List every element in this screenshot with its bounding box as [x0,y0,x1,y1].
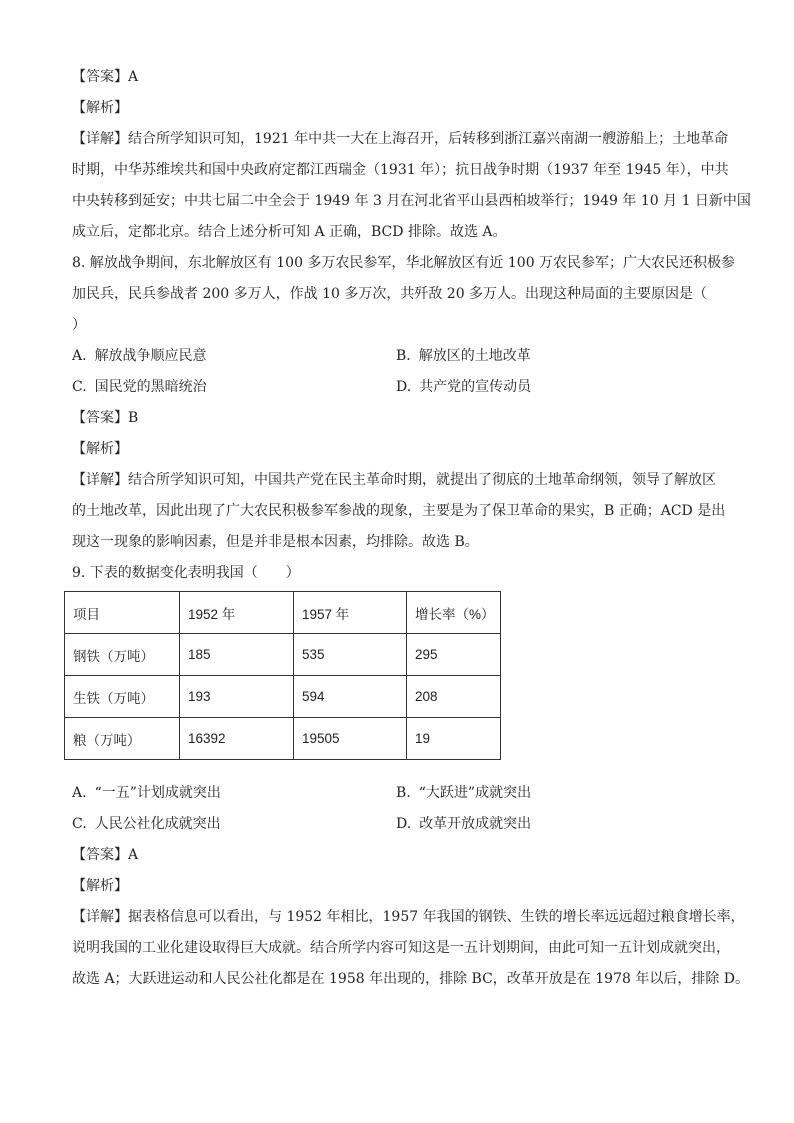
table-row [65,676,501,718]
table-cell: 295 [407,634,501,676]
option-text: 人民公社化成就突出 [94,816,221,832]
option-label: D. [396,379,412,395]
detail-tag: 【详解】 [72,131,128,147]
q9-stem: 9. 下表的数据变化表明我国（ ） [72,565,300,581]
prev-detail-line-1 [72,124,729,155]
q8-stem-line-2: 加民兵，民兵参战者 200 多万人，作战 10 多万次，共歼敌 20 多万人。出现这种局面的主要原因是（ [72,286,708,302]
document-page [72,62,751,995]
detail-tag: 【详解】 [72,909,128,925]
q8-stem-line-3: ） [72,317,86,333]
table-cell: 535 [294,634,407,676]
q8-option-c [72,372,396,403]
q9-options-row-2 [72,809,722,840]
q8-option-b [396,341,720,372]
q8-detail-line-1 [72,465,722,496]
option-text: “一五”计划成就突出 [94,785,221,801]
table-header-cell: 1957 年 [294,592,407,634]
option-text: 解放战争顺应民意 [94,348,207,364]
q9-answer-line [72,840,722,871]
answer-value: A [128,69,139,85]
option-label: B. [396,348,411,364]
answer-value: A [128,847,139,863]
table-cell: 19 [407,718,501,760]
prev-answer-line [72,62,722,93]
answer-tag: 【答案】 [72,847,128,863]
table-row [65,718,501,760]
answer-value: B [128,410,139,426]
option-text: 解放区的土地改革 [418,348,531,364]
table-cell: 193 [180,676,294,718]
detail-text: 结合所学知识可知，中国共产党在民主革命时期，就提出了彻底的土地革命纲领，领导了解放区 [128,472,716,488]
q9-option-b [396,778,720,809]
analysis-tag: 【解析】 [72,100,128,116]
prev-analysis-line [72,93,722,124]
option-text: 共产党的宣传动员 [419,379,532,395]
option-text: “大跃进”成就突出 [418,785,532,801]
table-cell: 185 [180,634,294,676]
option-label: C. [72,816,87,832]
answer-tag: 【答案】 [72,69,128,85]
detail-text: 据表格信息可以看出，与 1952 年相比，1957 年我国的钢铁、生铁的增长率远远超过粮食增长率， [128,909,745,925]
q9-detail-line-2: 说明我国的工业化建设取得巨大成就。结合所学内容可知这是一五计划期间，由此可知一五计划成就突出， [72,940,730,956]
table-cell: 钢铁（万吨） [65,634,180,676]
table-header-cell: 增长率（%） [407,592,501,634]
option-label: A. [72,348,87,364]
table-cell: 16392 [180,718,294,760]
table-header-cell: 项目 [65,592,180,634]
q9-data-table [64,591,501,760]
option-label: D. [396,816,412,832]
table-cell: 594 [294,676,407,718]
table-cell: 19505 [294,718,407,760]
q9-options-row-1 [72,778,722,809]
q8-options-row-1 [72,341,722,372]
prev-detail-line-2: 时期，中华苏维埃共和国中央政府定都江西瑞金（1931 年）；抗日战争时期（1937 年至 1945 年），中共 [72,162,729,178]
option-label: B. [396,785,411,801]
option-label: A. [72,785,87,801]
table-header-cell: 1952 年 [180,592,294,634]
prev-detail-line-4: 成立后，定都北京。结合上述分析可知 A 正确，BCD 排除。故选 A。 [72,224,507,240]
q9-option-c [72,809,396,840]
q8-option-a [72,341,396,372]
q8-option-d [396,372,720,403]
detail-tag: 【详解】 [72,472,128,488]
q9-option-d [396,809,720,840]
q8-detail-line-2: 的土地改革，因此出现了广大农民积极参军参战的现象，主要是为了保卫革命的果实，B 正确；ACD 是出 [72,503,726,519]
q9-detail-line-1 [72,902,745,933]
analysis-tag: 【解析】 [72,878,128,894]
option-text: 改革开放成就突出 [419,816,532,832]
q9-detail-line-3: 故选 A；大跃进运动和人民公社化都是在 1958 年出现的，排除 BC，改革开放是在 1978 年以后，排除 D。 [72,971,750,987]
table-header-row [65,592,501,634]
option-label: C. [72,379,87,395]
q8-options-row-2 [72,372,722,403]
table-cell: 粮（万吨） [65,718,180,760]
q8-answer-line [72,403,722,434]
table-row [65,634,501,676]
detail-text: 结合所学知识可知，1921 年中共一大在上海召开，后转移到浙江嘉兴南湖一艘游船上；土地革命 [128,131,729,147]
prev-detail-line-3: 中央转移到延安；中共七届二中全会于 1949 年 3 月在河北省平山县西柏坡举行；1949 年 10 月 1 日新中国 [72,193,751,209]
table-cell: 208 [407,676,501,718]
answer-tag: 【答案】 [72,410,128,426]
table-cell: 生铁（万吨） [65,676,180,718]
option-text: 国民党的黑暗统治 [94,379,207,395]
q8-analysis-line [72,434,722,465]
q9-analysis-line [72,871,722,902]
q8-stem-line-1: 8. 解放战争期间，东北解放区有 100 多万农民参军，华北解放区有近 100 万农民参军；广大农民还积极参 [72,255,736,271]
q9-option-a [72,778,396,809]
q8-detail-line-3: 现这一现象的影响因素，但是并非是根本因素，均排除。故选 B。 [72,534,479,550]
analysis-tag: 【解析】 [72,441,128,457]
